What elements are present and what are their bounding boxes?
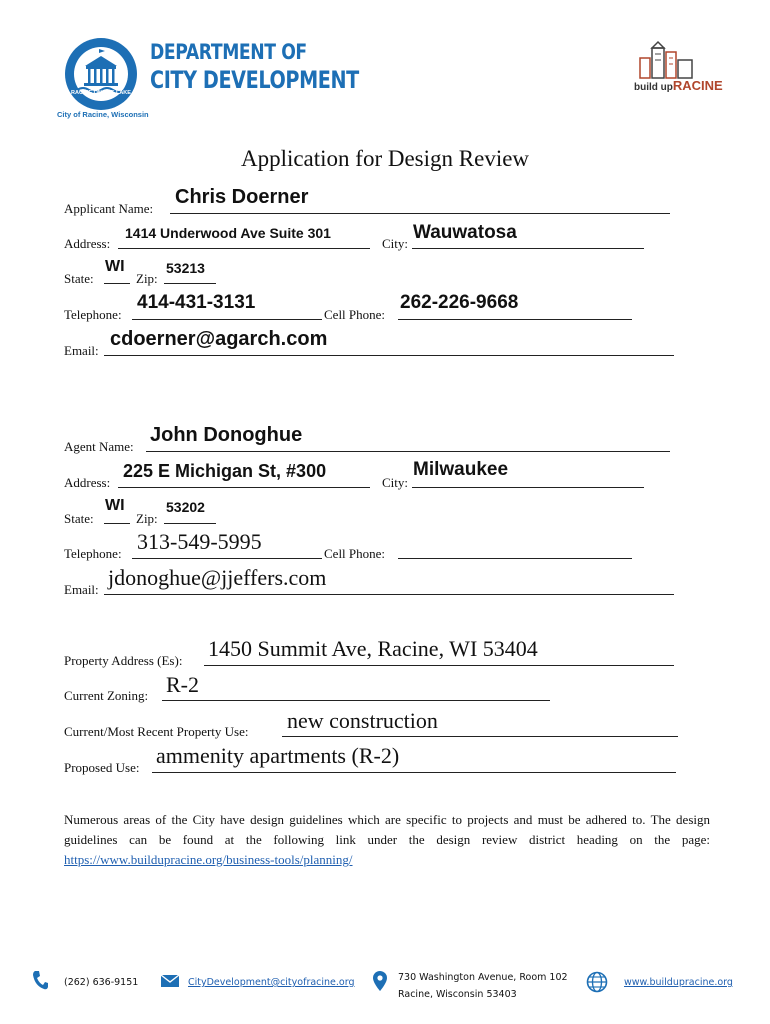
applicant-city-field[interactable]: Wauwatosa [413,222,517,243]
proposed-use-label: Proposed Use: [64,760,140,775]
applicant-telephone-field[interactable]: 414-431-3131 [137,292,256,313]
agent-cell-line [398,558,632,559]
agent-telephone-line [132,558,322,559]
skyline-icon [638,40,698,80]
department-line1: DEPARTMENT OF [150,40,307,64]
page-title: Application for Design Review [240,146,530,171]
footer-phone: (262) 636-9151 [64,977,139,988]
agent-cell-label: Cell Phone: [324,546,386,561]
applicant-name-label: Applicant Name: [64,201,154,216]
applicant-name-line [170,213,670,214]
property-address-field[interactable]: 1450 Summit Ave, Racine, WI 53404 [208,636,538,661]
department-logo [55,36,359,126]
department-line2: CITY DEVELOPMENT [150,66,359,94]
agent-email-label: Email: [64,582,99,597]
footer-website-link[interactable]: www.buildupracine.org [624,977,733,988]
applicant-city-label: City: [382,236,409,251]
agent-city-label: City: [382,475,409,490]
current-use-label: Current/Most Recent Property Use: [64,724,249,739]
current-zoning-line [162,700,550,701]
racine-text: RACINE [672,78,723,93]
applicant-email-field[interactable]: cdoerner@agarch.com [110,328,328,350]
seal-arc-text: RACINE ON THE LAKE [71,90,131,96]
applicant-zip-label: Zip: [136,271,158,286]
current-zoning-field[interactable]: R-2 [166,672,199,697]
applicant-cell-field[interactable]: 262-226-9668 [400,292,519,313]
agent-state-line [104,523,130,524]
applicant-telephone-label: Telephone: [64,307,122,322]
design-guidelines-notice [64,810,710,870]
applicant-address-label: Address: [64,236,111,251]
agent-zip-line [164,523,216,524]
applicant-cell-label: Cell Phone: [324,307,386,322]
agent-address-line [118,487,370,488]
agent-address-field[interactable]: 225 E Michigan St, #300 [123,461,327,481]
globe-icon [586,971,608,993]
agent-state-label: State: [64,511,94,526]
city-caption: City of Racine, Wisconsin [57,110,149,119]
agent-email-field[interactable]: jdonoghue@jjeffers.com [108,565,327,590]
applicant-state-field[interactable]: WI [105,258,125,275]
racine-seal-icon [55,36,147,110]
applicant-state-label: State: [64,271,94,286]
email-icon [160,974,180,988]
current-use-line [282,736,678,737]
agent-address-label: Address: [64,475,111,490]
proposed-use-line [152,772,676,773]
proposed-use-field[interactable]: ammenity apartments (R-2) [156,743,400,768]
notice-text: Numerous areas of the City have design guidelines which are specific to projects and must be adhered to. The design guidelines can be found at the following link under the design review district heading on the page: [64,812,710,847]
agent-zip-label: Zip: [136,511,158,526]
phone-icon [32,970,48,990]
applicant-name-field[interactable]: Chris Doerner [175,186,309,208]
build-up-racine-logo [632,40,723,96]
planning-link[interactable]: https://www.buildupracine.org/business-tools/planning/ [64,852,353,867]
agent-name-line [146,451,670,452]
applicant-state-line [104,283,130,284]
applicant-address-line [118,248,370,249]
agent-telephone-field[interactable]: 313-549-5995 [137,529,262,554]
applicant-zip-field[interactable]: 53213 [166,260,205,276]
footer-address-line2: Racine, Wisconsin 53403 [398,989,517,1000]
agent-city-field[interactable]: Milwaukee [413,459,509,480]
agent-state-field[interactable]: WI [105,497,125,514]
applicant-email-label: Email: [64,343,99,358]
footer-email-link[interactable]: CityDevelopment@cityofracine.org [188,977,355,988]
footer-address-line1: 730 Washington Avenue, Room 102 [398,972,568,983]
location-pin-icon [372,970,388,992]
agent-name-field[interactable]: John Donoghue [150,424,303,446]
applicant-telephone-line [132,319,322,320]
property-address-line [204,665,674,666]
current-zoning-label: Current Zoning: [64,688,149,703]
applicant-address-field[interactable]: 1414 Underwood Ave Suite 301 [125,225,331,241]
agent-city-line [412,487,644,488]
property-address-label: Property Address (Es): [64,653,183,668]
current-use-field[interactable]: new construction [287,708,438,733]
applicant-city-line [412,248,644,249]
agent-telephone-label: Telephone: [64,546,122,561]
build-up-text: build up [634,82,673,93]
applicant-cell-line [398,319,632,320]
applicant-email-line [104,355,674,356]
agent-name-label: Agent Name: [64,439,134,454]
applicant-zip-line [164,283,216,284]
agent-zip-field[interactable]: 53202 [166,499,205,515]
agent-email-line [104,594,674,595]
